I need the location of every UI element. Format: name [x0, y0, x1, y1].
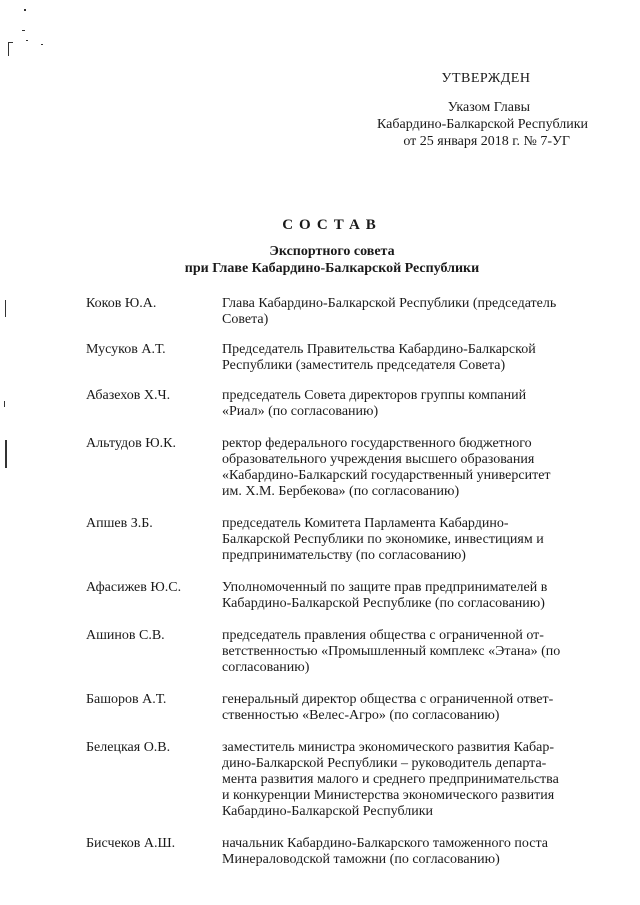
member-role-line: согласованию) [222, 660, 310, 675]
member-list [86, 296, 596, 868]
member-row [86, 628, 596, 676]
member-role-line: «Кабардино-Балкарский государственный университет [222, 468, 551, 483]
member-role-line: Балкарской Республики по экономике, инвестициям и [222, 532, 544, 547]
subtitle-line-1: Экспортного совета [269, 244, 395, 259]
scan-mark [5, 300, 6, 317]
member-row [86, 692, 596, 724]
member-role [222, 692, 596, 724]
member-role [222, 296, 596, 328]
member-role-line: ректор федерального государственного бюджетного [222, 436, 532, 451]
scan-mark [5, 440, 7, 468]
member-role [222, 628, 596, 676]
member-name: Афасижев Ю.С. [86, 580, 182, 595]
member-role [222, 740, 596, 820]
member-name: Апшев З.Б. [86, 516, 153, 531]
member-role-line: и конкуренции Министерства экономического развития [222, 788, 555, 803]
member-role-line: заместитель министра экономического развития Кабар- [222, 740, 554, 755]
member-row [86, 296, 596, 328]
scan-mark [4, 401, 5, 407]
scan-mark [8, 42, 13, 43]
member-name: Белецкая О.В. [86, 740, 171, 755]
scan-mark [8, 42, 9, 56]
member-role-line: ственностью «Велес-Агро» (по согласованию) [222, 708, 500, 723]
member-role-line: Глава Кабардино-Балкарской Республики (председатель [222, 296, 557, 311]
approved-stamp: УТВЕРЖДЕН [441, 71, 531, 86]
approval-block [348, 70, 588, 150]
scan-mark [26, 40, 28, 41]
member-row [86, 516, 596, 564]
member-name: Бисчеков А.Ш. [86, 836, 176, 851]
scan-mark [41, 44, 43, 45]
member-name: Абазехов Х.Ч. [86, 388, 171, 403]
member-role-line: Председатель Правительства Кабардино-Балкарской [222, 342, 536, 357]
approval-date: от 25 января 2018 г. № 7-УГ [403, 134, 570, 149]
member-row [86, 580, 596, 612]
member-role [222, 436, 596, 500]
member-name: Мусуков А.Т. [86, 342, 166, 357]
member-role-line: образовательного учреждения высшего образования [222, 452, 535, 467]
scan-mark [22, 30, 25, 31]
member-name: Башоров А.Т. [86, 692, 167, 707]
member-role-line: Кабардино-Балкарской Республики [222, 804, 433, 819]
member-name: Ашинов С.В. [86, 628, 165, 643]
member-role-line: «Риал» (по согласованию) [222, 404, 379, 419]
member-row [86, 740, 596, 820]
subtitle-line-2: при Главе Кабардино-Балкарской Республики [184, 261, 480, 276]
member-role-line: Уполномоченный по защите прав предпринимателей в [222, 580, 548, 595]
member-role-line: генеральный директор общества с ограниченной ответ- [222, 692, 554, 707]
document-subtitle [0, 243, 640, 277]
member-role-line: Республики (заместитель председателя Совета) [222, 358, 506, 373]
scan-mark [24, 9, 26, 11]
approval-republic: Кабардино-Балкарской Республики [377, 117, 588, 132]
member-role-line: предпринимательству (по согласованию) [222, 548, 466, 563]
member-role-line: председатель правления общества с ограниченной от- [222, 628, 544, 643]
member-role-line: мента развития малого и среднего предпринимательства [222, 772, 559, 787]
member-role-line: им. Х.М. Бербекова» (по согласованию) [222, 484, 460, 499]
member-name: Коков Ю.А. [86, 296, 157, 311]
member-role-line: ветственностью «Промышленный комплекс «Этана» (по [222, 644, 561, 659]
member-role-line: Совета) [222, 312, 269, 327]
member-role [222, 388, 596, 420]
member-role [222, 342, 596, 374]
member-row [86, 436, 596, 500]
member-role [222, 516, 596, 564]
approval-decree: Указом Главы [447, 100, 530, 115]
member-role-line: председатель Комитета Парламента Кабардино- [222, 516, 509, 531]
member-row [86, 836, 596, 868]
member-role [222, 836, 596, 868]
member-role-line: Минераловодской таможни (по согласованию) [222, 852, 500, 867]
member-role-line: председатель Совета директоров группы компаний [222, 388, 527, 403]
member-role-line: начальник Кабардино-Балкарского таможенного поста [222, 836, 548, 851]
member-name: Альтудов Ю.К. [86, 436, 176, 451]
member-row [86, 342, 596, 374]
member-row [86, 388, 596, 420]
member-role [222, 580, 596, 612]
document-title: СОСТАВ [282, 217, 382, 233]
member-role-line: Кабардино-Балкарской Республике (по согласованию) [222, 596, 545, 611]
member-role-line: дино-Балкарской Республики – руководитель департа- [222, 756, 547, 771]
